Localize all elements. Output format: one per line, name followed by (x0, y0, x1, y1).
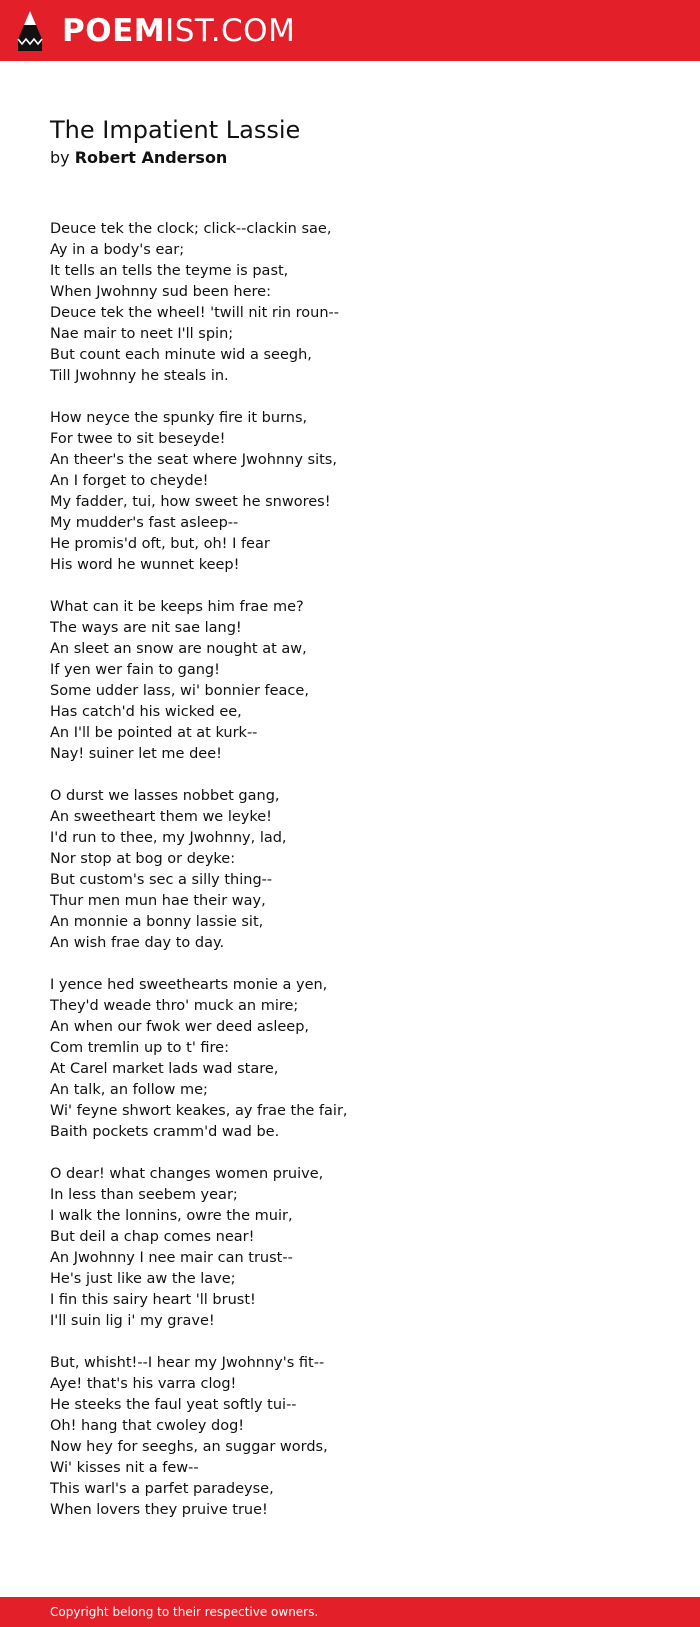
poem-line: At Carel market lads wad stare, (50, 1061, 279, 1077)
poem-line: Nor stop at bog or deyke: (50, 851, 236, 867)
poem-stanza (50, 597, 670, 765)
poem-line: He steeks the faul yeat softly tui-- (50, 1397, 297, 1413)
poem-stanza (50, 1164, 670, 1332)
logo-text-light: IST.COM (165, 13, 296, 49)
poem-title: The Impatient Lassie (50, 116, 301, 144)
copyright-notice: Copyright belong to their respective owners. (50, 1605, 319, 1619)
poem-body (50, 219, 670, 1542)
poem-line: An Jwohnny I nee mair can trust-- (50, 1250, 293, 1266)
poem-stanza (50, 219, 670, 387)
poem-line: An wish frae day to day. (50, 935, 225, 951)
poem-line: Deuce tek the wheel! 'twill nit rin roun-- (50, 305, 340, 321)
poem-line: But custom's sec a silly thing-- (50, 872, 273, 888)
poem-line: But count each minute wid a seegh, (50, 347, 312, 363)
poem-line: My mudder's fast asleep-- (50, 515, 239, 531)
poem-line: He's just like aw the lave; (50, 1271, 236, 1287)
site-logo-text (62, 10, 295, 52)
poem-line: Nay! suiner let me dee! (50, 746, 222, 762)
poem-line: An sweetheart them we leyke! (50, 809, 272, 825)
poem-line: The ways are nit sae lang! (50, 620, 242, 636)
poem-line: An talk, an follow me; (50, 1082, 208, 1098)
poem-line: But, whisht!--I hear my Jwohnny's fit-- (50, 1355, 325, 1371)
poem-line: If yen wer fain to gang! (50, 662, 220, 678)
poem-line: An I forget to cheyde! (50, 473, 209, 489)
poem-line: I'll suin lig i' my grave! (50, 1313, 215, 1329)
poem-line: Ay in a body's ear; (50, 242, 185, 258)
poem-byline (50, 147, 227, 169)
poem-stanza (50, 408, 670, 576)
poem-line: This warl's a parfet paradeyse, (50, 1481, 274, 1497)
byline-by-label: by (50, 148, 70, 167)
poem-line: What can it be keeps him frae me? (50, 599, 304, 615)
pencil-tip-icon (16, 10, 44, 52)
poem-line: Wi' feyne shwort keakes, ay frae the fair, (50, 1103, 348, 1119)
poem-line: Thur men mun hae their way, (50, 893, 266, 909)
poem-line: An when our fwok wer deed asleep, (50, 1019, 310, 1035)
poem-line: Has catch'd his wicked ee, (50, 704, 242, 720)
poem-line: When lovers they pruive true! (50, 1502, 268, 1518)
poem-line: Deuce tek the clock; click--clackin sae, (50, 221, 332, 237)
poem-line: An I'll be pointed at at kurk-- (50, 725, 258, 741)
poem-line: But deil a chap comes near! (50, 1229, 255, 1245)
poem-stanza (50, 975, 670, 1143)
poem-line: I walk the lonnins, owre the muir, (50, 1208, 293, 1224)
poem-line: O durst we lasses nobbet gang, (50, 788, 280, 804)
poem-line: When Jwohnny sud been here: (50, 284, 271, 300)
poem-line: Till Jwohnny he steals in. (50, 368, 229, 384)
poem-line: Now hey for seeghs, an suggar words, (50, 1439, 328, 1455)
site-footer (0, 1597, 700, 1627)
poem-line: I'd run to thee, my Jwohnny, lad, (50, 830, 287, 846)
poem-line: It tells an tells the teyme is past, (50, 263, 289, 279)
poem-line: Aye! that's his varra clog! (50, 1376, 237, 1392)
poem-line: I yence hed sweethearts monie a yen, (50, 977, 328, 993)
poem-line: My fadder, tui, how sweet he snwores! (50, 494, 331, 510)
poem-line: For twee to sit beseyde! (50, 431, 226, 447)
logo-text-bold: POEM (62, 13, 166, 49)
poem-line: In less than seebem year; (50, 1187, 238, 1203)
poem-line: O dear! what changes women pruive, (50, 1166, 324, 1182)
poem-line: Wi' kisses nit a few-- (50, 1460, 199, 1476)
poem-stanza (50, 786, 670, 954)
poem-line: He promis'd oft, but, oh! I fear (50, 536, 270, 552)
poem-line: His word he wunnet keep! (50, 557, 240, 573)
poem-line: They'd weade thro' muck an mire; (50, 998, 299, 1014)
poem-line: Com tremlin up to t' fire: (50, 1040, 229, 1056)
poem-stanza (50, 1353, 670, 1521)
site-logo-link[interactable] (16, 10, 295, 52)
poem-line: How neyce the spunky fire it burns, (50, 410, 308, 426)
poem-line: Some udder lass, wi' bonnier feace, (50, 683, 309, 699)
poem-line: I fin this sairy heart 'll brust! (50, 1292, 256, 1308)
poem-line: Oh! hang that cwoley dog! (50, 1418, 245, 1434)
poem-line: An sleet an snow are nought at aw, (50, 641, 307, 657)
poem-line: Nae mair to neet I'll spin; (50, 326, 234, 342)
poem-line: An monnie a bonny lassie sit, (50, 914, 264, 930)
poem-line: Baith pockets cramm'd wad be. (50, 1124, 280, 1140)
poem-line: An theer's the seat where Jwohnny sits, (50, 452, 337, 468)
site-header (0, 0, 700, 61)
author-link[interactable]: Robert Anderson (74, 148, 228, 167)
